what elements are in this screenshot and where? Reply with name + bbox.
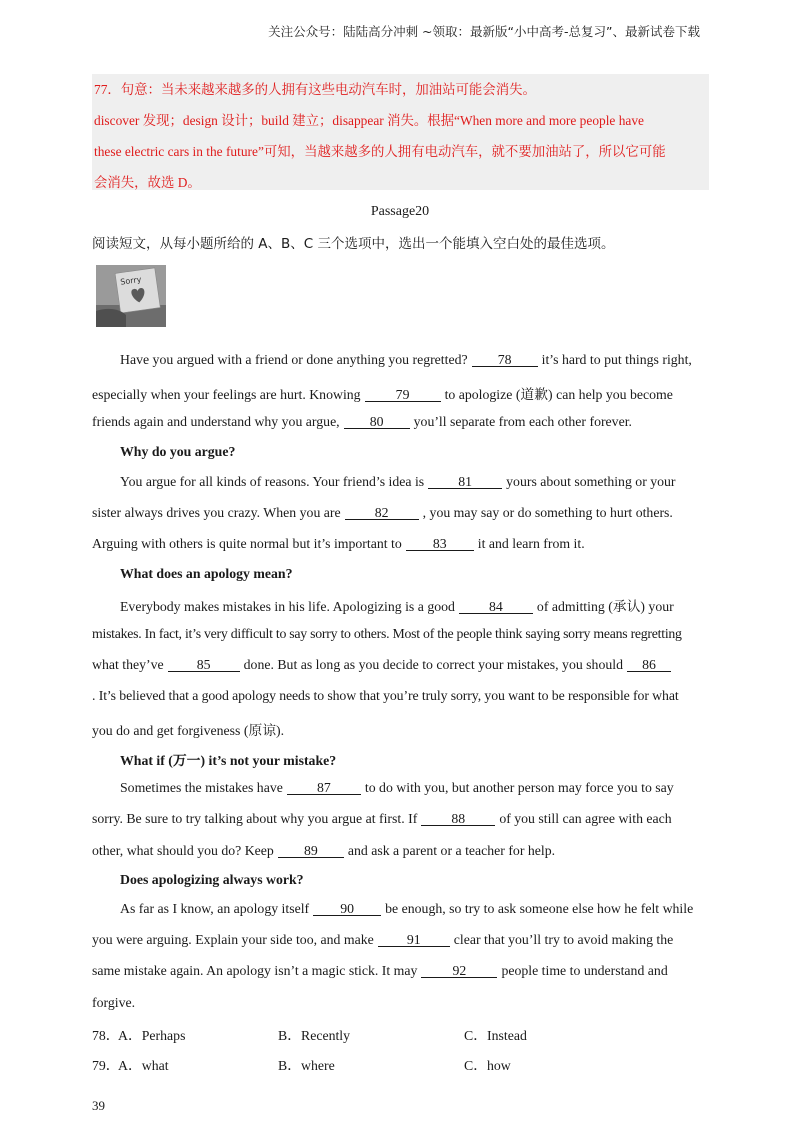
p3-text-d: mistakes. In fact, it’s very difficult to say sorry to others. Most of the people think saying sorry means regretting	[92, 626, 682, 641]
p3-text-e: what they’ve	[92, 657, 164, 672]
p3-text-c: of admitting (承认) your	[536, 599, 674, 614]
p2-text-a: You argue for all kinds of reasons. Your friend’s idea is	[120, 474, 425, 489]
p1-text-e: to apologize (道歉) can help you become	[444, 387, 673, 402]
heading-apology-work: Does apologizing always work?	[120, 872, 304, 887]
blank-86[interactable]: 86	[627, 658, 671, 672]
p4-text-c: to do with you, but another person may force you to say	[364, 780, 674, 795]
option-78-c[interactable]: C．Instead	[464, 1028, 527, 1043]
question-number-79: 79．	[92, 1058, 120, 1073]
heading-why-argue: Why do you argue?	[120, 444, 236, 459]
p1-text-g: you’ll separate from each other forever.	[413, 414, 632, 429]
option-78-b[interactable]: B．Recently	[278, 1028, 351, 1043]
sorry-card-image	[96, 265, 166, 327]
answer-explanation-box	[92, 74, 709, 190]
blank-91[interactable]: 91	[378, 933, 450, 947]
page-number: 39	[92, 1098, 105, 1113]
p4-text-d: sorry. Be sure to try talking about why you argue at first. If	[92, 811, 418, 826]
p4-text-a: Sometimes the mistakes have	[120, 780, 283, 795]
blank-79[interactable]: 79	[365, 388, 441, 402]
blank-81[interactable]: 81	[428, 475, 502, 489]
sorry-card-text: Sorry	[119, 274, 142, 287]
p5-text-h: forgive.	[92, 995, 136, 1010]
p2-text-c: yours about something or your	[506, 474, 676, 489]
p5-text-e: clear that you’ll try to avoid making the	[453, 932, 674, 947]
p3-text-a: Everybody makes mistakes in his life. Apologizing is a good	[120, 599, 455, 614]
explanation-line-4: 会消失，故选 D。	[94, 175, 201, 190]
option-78-a[interactable]: A．Perhaps	[118, 1028, 186, 1043]
blank-90[interactable]: 90	[313, 902, 381, 916]
p3-text-f: done. But as long as you decide to correct your mistakes, you should	[243, 657, 623, 672]
p5-text-g: people time to understand and	[501, 963, 668, 978]
heading-not-your-mistake: What if (万一) it’s not your mistake?	[120, 753, 337, 768]
explanation-line-2: discover 发现；design 设计；build 建立；disappear 消失。根据“When more and more people have	[94, 113, 645, 128]
p1-text-d: especially when your feelings are hurt. Knowing	[92, 387, 361, 402]
blank-83[interactable]: 83	[406, 537, 474, 551]
p5-text-d: you were arguing. Explain your side too, and make	[92, 932, 374, 947]
blank-85[interactable]: 85	[168, 658, 240, 672]
p5-text-a: As far as I know, an apology itself	[120, 901, 310, 916]
passage-title: Passage20	[370, 204, 430, 219]
p1-text-a: Have you argued with a friend or done anything you regretted?	[120, 352, 468, 367]
blank-92[interactable]: 92	[421, 964, 497, 978]
explanation-line-1: 77．句意：当未来越来越多的人拥有这些电动汽车时，加油站可能会消失。	[94, 82, 536, 97]
blank-87[interactable]: 87	[287, 781, 361, 795]
p4-text-g: and ask a parent or a teacher for help.	[347, 843, 556, 858]
p2-text-e: , you may say or do something to hurt others.	[422, 505, 673, 520]
p3-text-h: you do and get forgiveness (原谅).	[92, 723, 285, 738]
p1-text-f: friends again and understand why you argue,	[92, 414, 340, 429]
blank-82[interactable]: 82	[345, 506, 419, 520]
blank-88[interactable]: 88	[421, 812, 495, 826]
instructions: 阅读短文，从每小题所给的 A、B、C 三个选项中，选出一个能填入空白处的最佳选项。	[92, 236, 615, 252]
blank-80[interactable]: 80	[344, 415, 410, 429]
explanation-line-3: these electric cars in the future”可知，当越来越多的人拥有电动汽车，就不要加油站了，所以它可能	[94, 144, 666, 159]
blank-84[interactable]: 84	[459, 600, 533, 614]
p1-text-c: it’s hard to put things right,	[541, 352, 692, 367]
question-number-78: 78．	[92, 1028, 120, 1043]
page-header: 关注公众号：陆陆高分冲刺 ~领取：最新版“小中高考-总复习”、最新试卷下载	[268, 24, 700, 39]
p2-text-g: it and learn from it.	[477, 536, 585, 551]
option-79-a[interactable]: A．what	[118, 1058, 169, 1073]
option-79-b[interactable]: B．where	[278, 1058, 335, 1073]
p3-text-g: . It’s believed that a good apology needs to show that you’re truly sorry, you want to be responsible for what	[92, 688, 679, 703]
p2-text-f: Arguing with others is quite normal but it’s important to	[92, 536, 402, 551]
p4-text-f: other, what should you do? Keep	[92, 843, 274, 858]
heading-apology-meaning: What does an apology mean?	[120, 566, 293, 581]
p2-text-d: sister always drives you crazy. When you are	[92, 505, 341, 520]
option-79-c[interactable]: C．how	[464, 1058, 511, 1073]
p5-text-f: same mistake again. An apology isn’t a magic stick. It may	[92, 963, 418, 978]
p4-text-e: of you still can agree with each	[499, 811, 672, 826]
p5-text-c: be enough, so try to ask someone else how he felt while	[385, 901, 694, 916]
blank-78[interactable]: 78	[472, 353, 538, 367]
blank-89[interactable]: 89	[278, 844, 344, 858]
